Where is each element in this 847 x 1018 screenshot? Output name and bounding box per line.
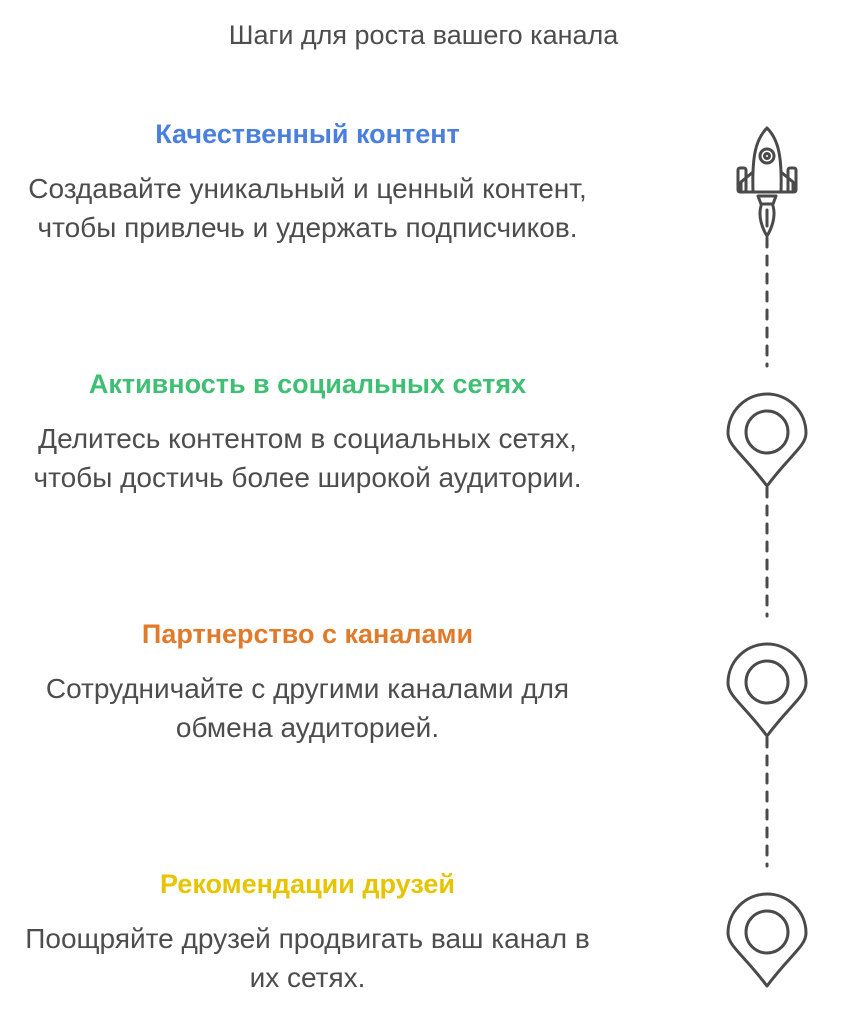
map-pin-icon [728,644,806,736]
map-pin-icon [728,394,806,486]
step-heading: Рекомендации друзей [159,869,455,899]
step-description: Поощряйте друзей продвигать ваш канал в их сетях. [25,923,590,993]
step-heading: Активность в социальных сетях [88,369,527,399]
step-description: Делитесь контентом в социальных сетях, чтобы достичь более широкой аудитории. [33,423,582,493]
step-heading: Качественный контент [155,119,460,149]
step-description: Создавайте уникальный и ценный контент, чтобы привлечь и удержать подписчиков. [28,173,587,243]
page-title: Шаги для роста вашего канала [228,20,619,50]
rocket-icon [738,128,796,236]
map-pin-icon [728,894,806,986]
step-heading: Партнерство с каналами [141,619,474,649]
step-description: Сотрудничайте с другими каналами для обмена аудиторией. [45,673,570,743]
